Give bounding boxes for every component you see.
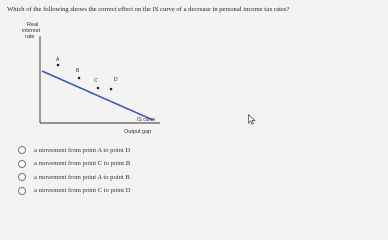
- option-label: a movement from point A to point D: [34, 146, 131, 154]
- curve-label: IS curve: [137, 117, 156, 123]
- x-axis-label: Output gap: [124, 129, 152, 135]
- option-a-to-d[interactable]: [18, 144, 131, 156]
- y-axis-label-line1: Real: [27, 22, 39, 28]
- radio-button[interactable]: [18, 160, 26, 168]
- option-label: a movement from point A to point B: [34, 173, 130, 181]
- option-a-to-b[interactable]: [18, 171, 131, 183]
- point-c-label: C: [94, 78, 98, 84]
- radio-button[interactable]: [18, 187, 26, 195]
- option-c-to-d[interactable]: [18, 185, 131, 197]
- y-axis-label-line3: rate: [25, 34, 35, 40]
- point-c-marker: [97, 87, 100, 90]
- y-axis-label-line2: interest: [22, 28, 41, 34]
- answer-options: [18, 144, 131, 198]
- point-b-marker: [78, 77, 81, 80]
- option-c-to-b[interactable]: [18, 158, 131, 170]
- point-a-marker: [57, 64, 60, 67]
- mouse-pointer-icon: [248, 114, 256, 125]
- point-d-marker: [110, 88, 113, 91]
- radio-button[interactable]: [18, 146, 26, 154]
- radio-button[interactable]: [18, 173, 26, 181]
- point-b-label: B: [76, 68, 80, 74]
- option-label: a movement from point C to point D: [34, 187, 131, 194]
- option-label: a movement from point C to point B: [34, 160, 131, 167]
- question-text: Which of the following shows the correct effect on the IS curve of a decrease in personal income tax rates?: [7, 6, 290, 13]
- point-d-label: D: [114, 77, 118, 83]
- point-a-label: A: [56, 57, 60, 63]
